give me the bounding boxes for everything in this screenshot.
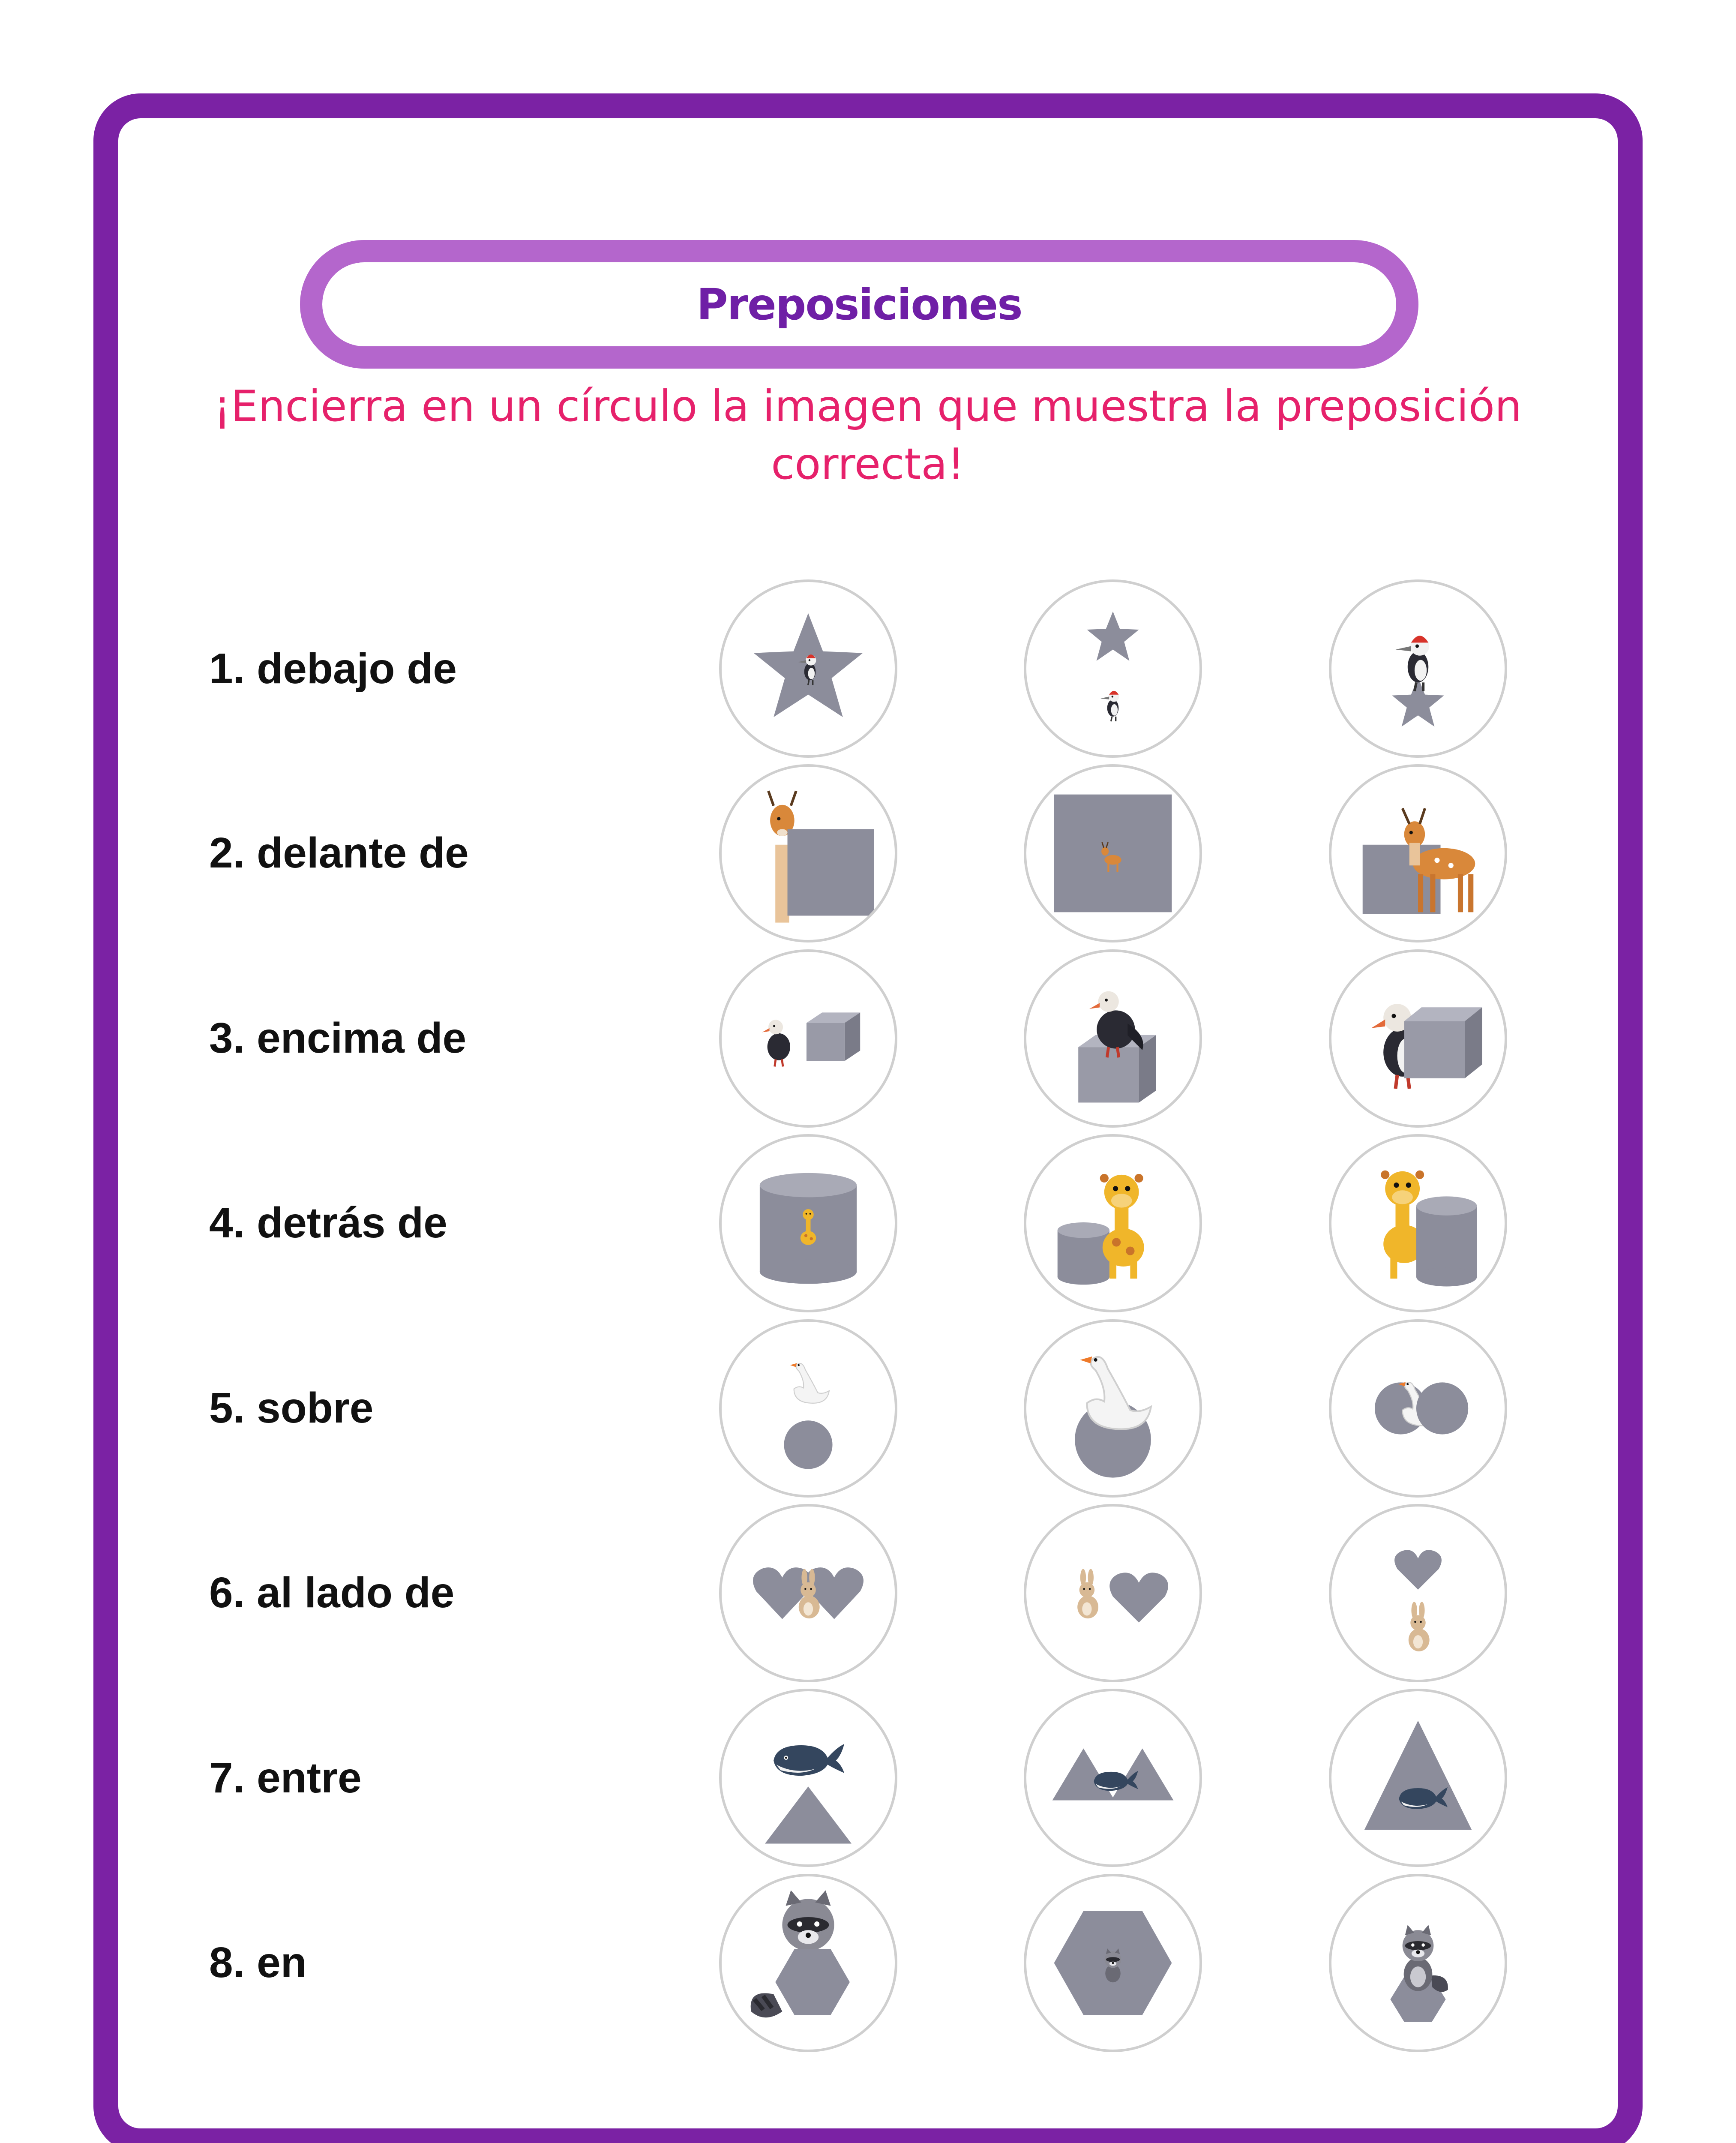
- option-1b[interactable]: [1024, 579, 1202, 758]
- raccoon-icon: [1403, 1925, 1448, 1992]
- circle-shape: [784, 1420, 832, 1469]
- rabbit-icon: [1409, 1602, 1430, 1651]
- hexagon-shape: [775, 1949, 850, 2015]
- option-8a[interactable]: [719, 1874, 897, 2052]
- option-1a[interactable]: [719, 579, 897, 758]
- option-2b[interactable]: [1024, 764, 1202, 942]
- row-label-3: 3. encima de: [209, 1014, 467, 1062]
- option-6a[interactable]: [719, 1504, 897, 1682]
- option-1c[interactable]: [1329, 579, 1507, 758]
- option-6b[interactable]: [1024, 1504, 1202, 1682]
- whale-icon: [774, 1744, 844, 1776]
- rabbit-icon: [1077, 1569, 1098, 1619]
- option-6c[interactable]: [1329, 1504, 1507, 1682]
- cube-shape: [807, 1012, 860, 1061]
- option-3c[interactable]: [1329, 949, 1507, 1128]
- raccoon-icon: [1105, 1948, 1121, 1982]
- row-label-2: 2. delante de: [209, 829, 469, 877]
- option-3b[interactable]: [1024, 949, 1202, 1128]
- swan-icon: [1080, 1357, 1151, 1429]
- option-7a[interactable]: [719, 1689, 897, 1867]
- vulture-icon: [762, 1020, 790, 1066]
- option-8c[interactable]: [1329, 1874, 1507, 2052]
- row-label-1: 1. debajo de: [209, 645, 457, 693]
- option-7b[interactable]: [1024, 1689, 1202, 1867]
- square-shape: [1054, 795, 1172, 912]
- row-label-6: 6. al lado de: [209, 1569, 455, 1617]
- option-3a[interactable]: [719, 949, 897, 1128]
- triangle-shape: [765, 1786, 852, 1843]
- star-shape: [1392, 677, 1444, 726]
- instruction-text: ¡Encierra en un círculo la imagen que muestra la preposición correcta!: [213, 381, 1522, 489]
- cylinder-shape: [1416, 1196, 1477, 1286]
- option-4b[interactable]: [1024, 1134, 1202, 1312]
- triangle-shape: [1364, 1721, 1472, 1830]
- option-5c[interactable]: [1329, 1319, 1507, 1498]
- row-label-7: 7. entre: [209, 1754, 362, 1802]
- option-5a[interactable]: [719, 1319, 897, 1498]
- option-2c[interactable]: [1329, 764, 1507, 942]
- option-2a[interactable]: [719, 764, 897, 942]
- star-shape: [1087, 612, 1139, 661]
- woodpecker-icon: [1395, 636, 1429, 691]
- cube-shape: [1404, 1007, 1482, 1078]
- woodpecker-icon: [1100, 691, 1119, 721]
- option-4a[interactable]: [719, 1134, 897, 1312]
- option-4c[interactable]: [1329, 1134, 1507, 1312]
- row-label-8: 8. en: [209, 1939, 307, 1987]
- square-shape: [788, 829, 874, 915]
- circle-shape: [1416, 1382, 1468, 1434]
- swan-icon: [790, 1363, 829, 1403]
- cylinder-shape: [1058, 1222, 1109, 1285]
- heart-shape: [1109, 1573, 1168, 1622]
- option-7c[interactable]: [1329, 1689, 1507, 1867]
- option-8b[interactable]: [1024, 1874, 1202, 2052]
- row-label-5: 5. sobre: [209, 1384, 374, 1432]
- row-label-4: 4. detrás de: [209, 1199, 447, 1247]
- worksheet-title: Preposiciones: [696, 279, 1022, 330]
- title-banner: [300, 240, 1418, 369]
- option-5b[interactable]: [1024, 1319, 1202, 1498]
- heart-shape: [1394, 1550, 1442, 1590]
